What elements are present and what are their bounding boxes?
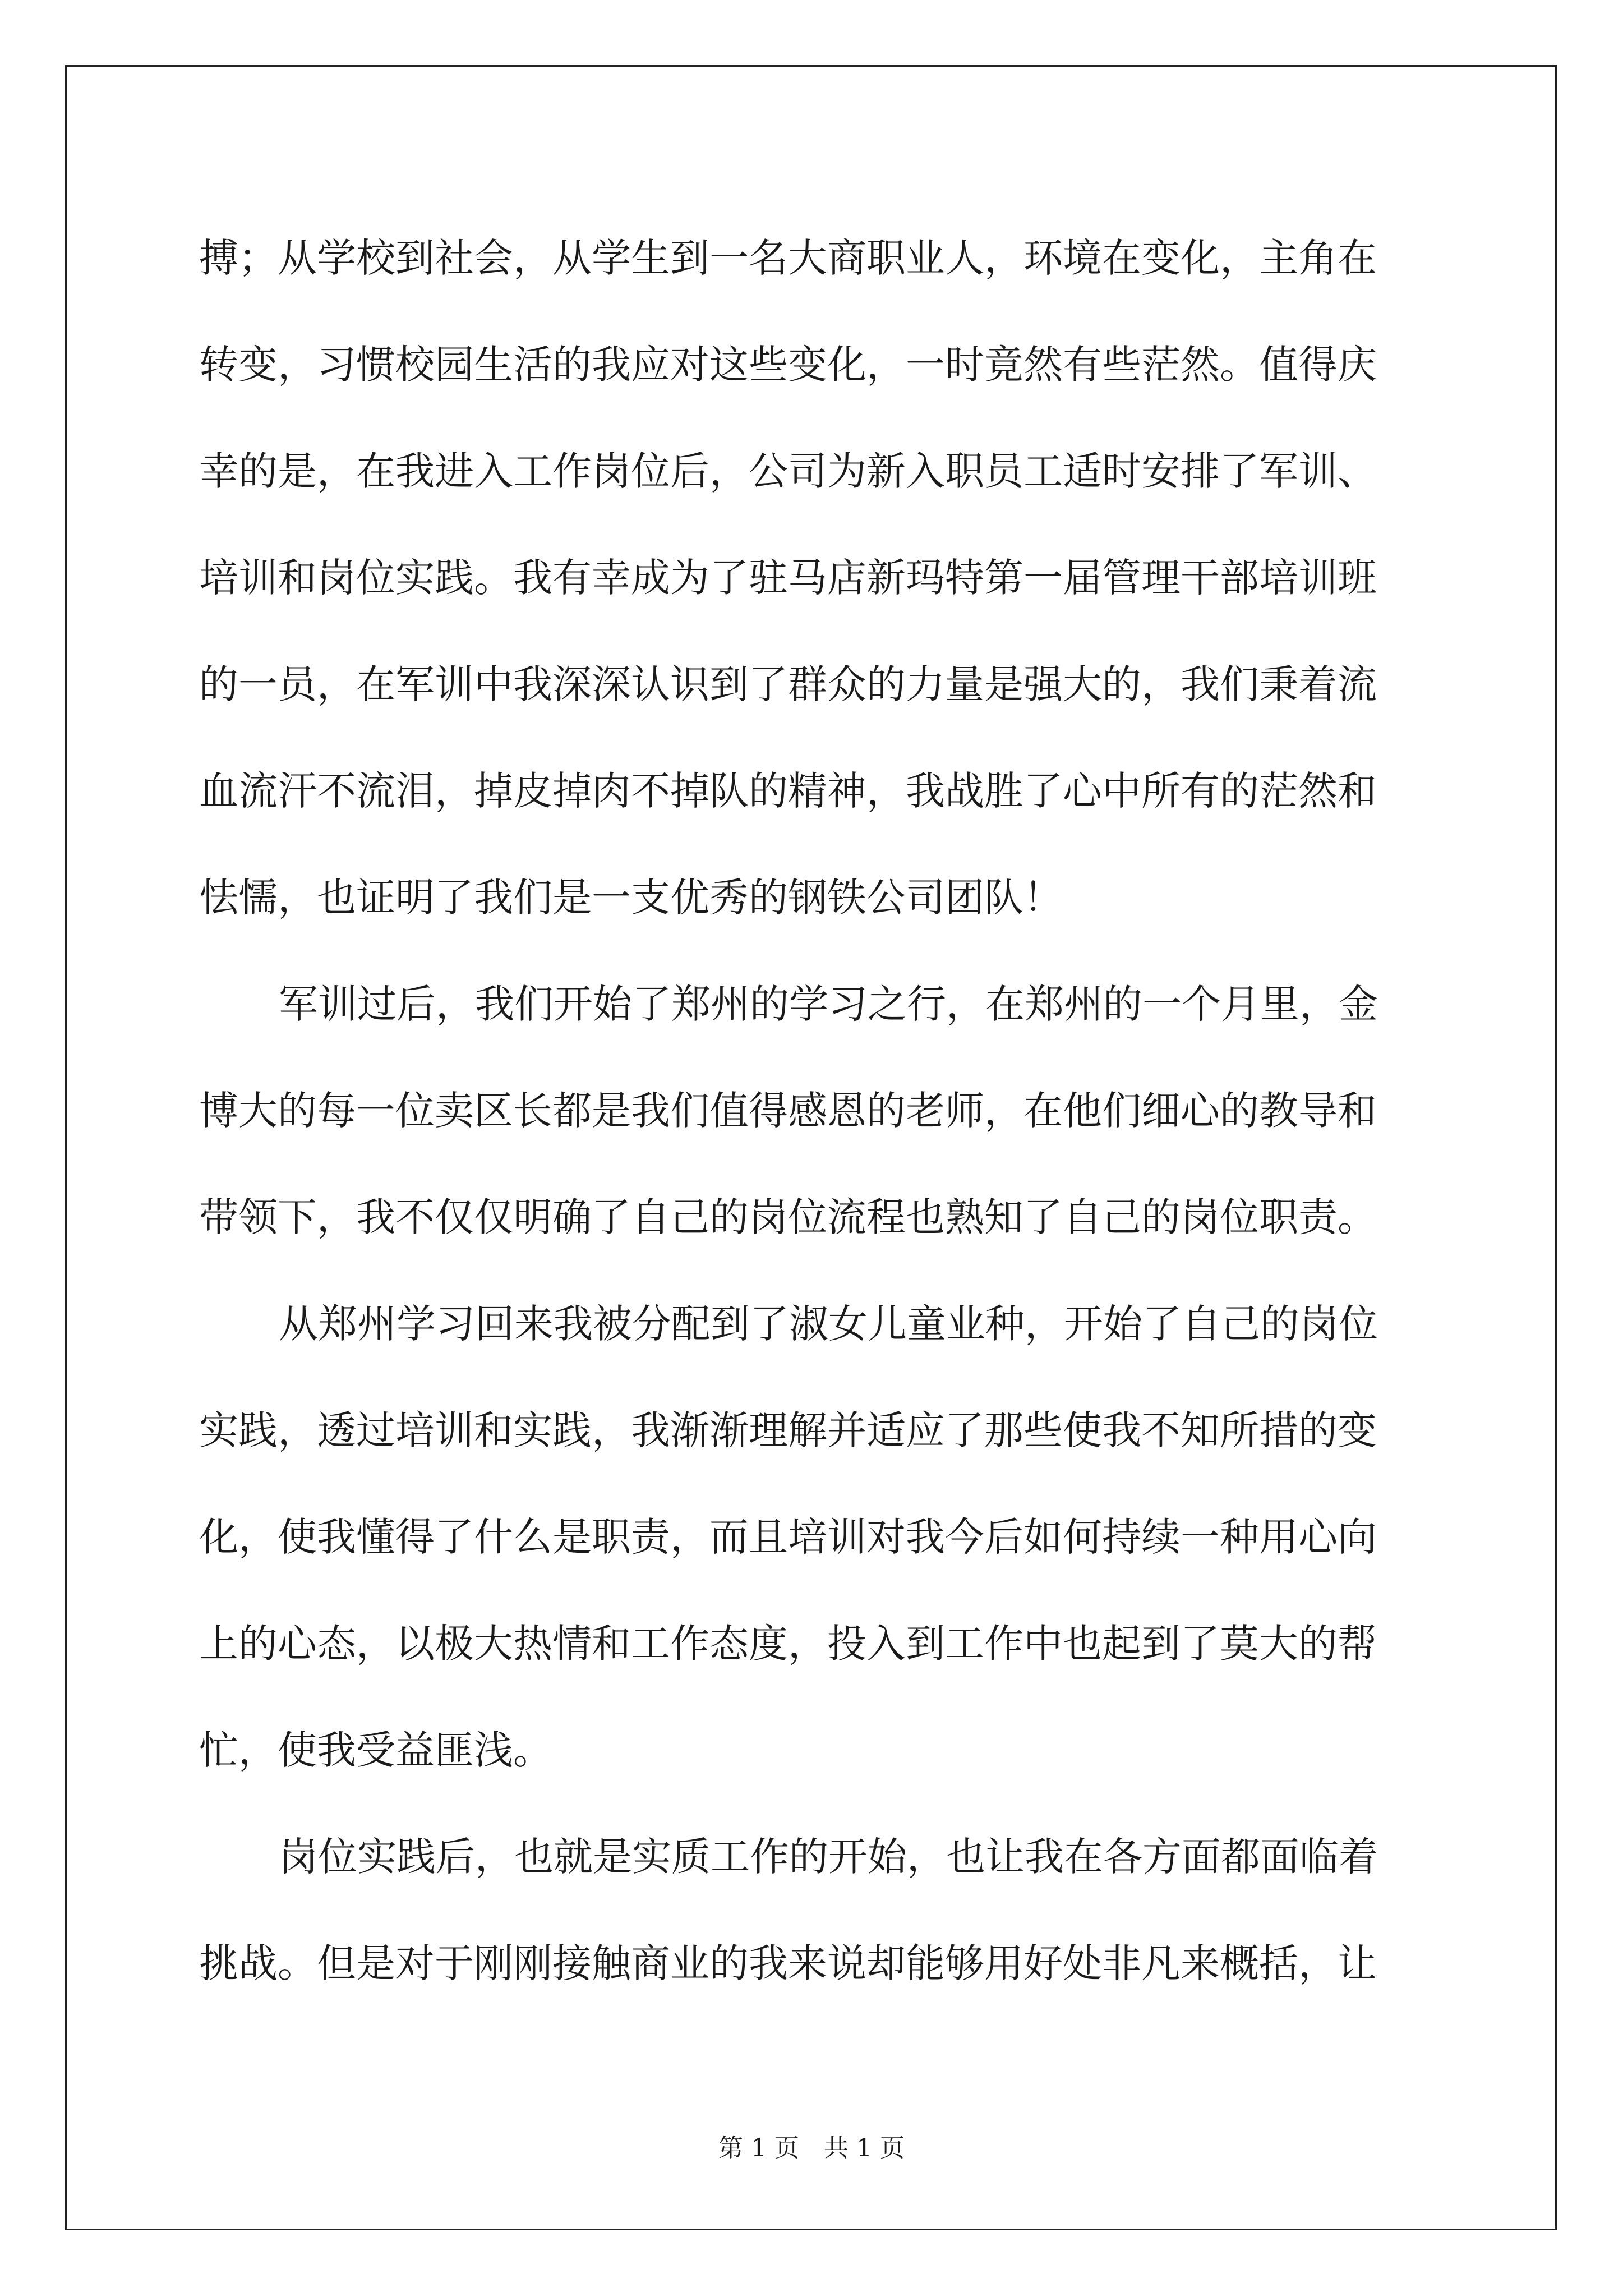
- text-line: 挑战。但是对于刚刚接触商业的我来说却能够用好处非凡来概括，让: [199, 1940, 1377, 1986]
- text-line: 血流汗不流泪，掉皮掉肉不掉队的精神，我战胜了心中所有的茫然和: [199, 768, 1377, 814]
- text-line: 怯懦，也证明了我们是一支优秀的钢铁公司团队！: [199, 875, 1063, 921]
- text-line: 培训和岗位实践。我有幸成为了驻马店新玛特第一届管理干部培训班: [199, 555, 1377, 601]
- text-line: 岗位实践后，也就是实质工作的开始，也让我在各方面都面临着: [279, 1834, 1378, 1880]
- page-number: 第 1 页 共 1 页: [718, 2134, 905, 2162]
- document-body: [199, 205, 1427, 2017]
- text-line: 幸的是，在我进入工作岗位后，公司为新入职员工适时安排了军训、: [199, 448, 1377, 494]
- text-line: 化，使我懂得了什么是职责，而且培训对我今后如何持续一种用心向: [199, 1514, 1377, 1560]
- text-line: 的一员，在军训中我深深认识到了群众的力量是强大的，我们秉着流: [199, 661, 1377, 707]
- text-line: 从郑州学习回来我被分配到了淑女儿童业种，开始了自己的岗位: [279, 1301, 1378, 1347]
- text-line: 博大的每一位卖区长都是我们值得感恩的老师，在他们细心的教导和: [199, 1088, 1377, 1134]
- text-line: 带领下，我不仅仅明确了自己的岗位流程也熟知了自己的岗位职责。: [199, 1194, 1377, 1240]
- text-line: 搏；从学校到社会，从学生到一名大商职业人，环境在变化，主角在: [199, 235, 1377, 281]
- text-line: 转变，习惯校园生活的我应对这些变化，一时竟然有些茫然。值得庆: [199, 342, 1377, 388]
- page-footer: [0, 2132, 1623, 2165]
- text-line: 忙，使我受益匪浅。: [199, 1727, 552, 1773]
- text-line: 上的心态，以极大热情和工作态度，投入到工作中也起到了莫大的帮: [199, 1621, 1377, 1667]
- text-line: 军训过后，我们开始了郑州的学习之行，在郑州的一个月里，金: [279, 981, 1378, 1027]
- text-line: 实践，透过培训和实践，我渐渐理解并适应了那些使我不知所措的变: [199, 1407, 1377, 1453]
